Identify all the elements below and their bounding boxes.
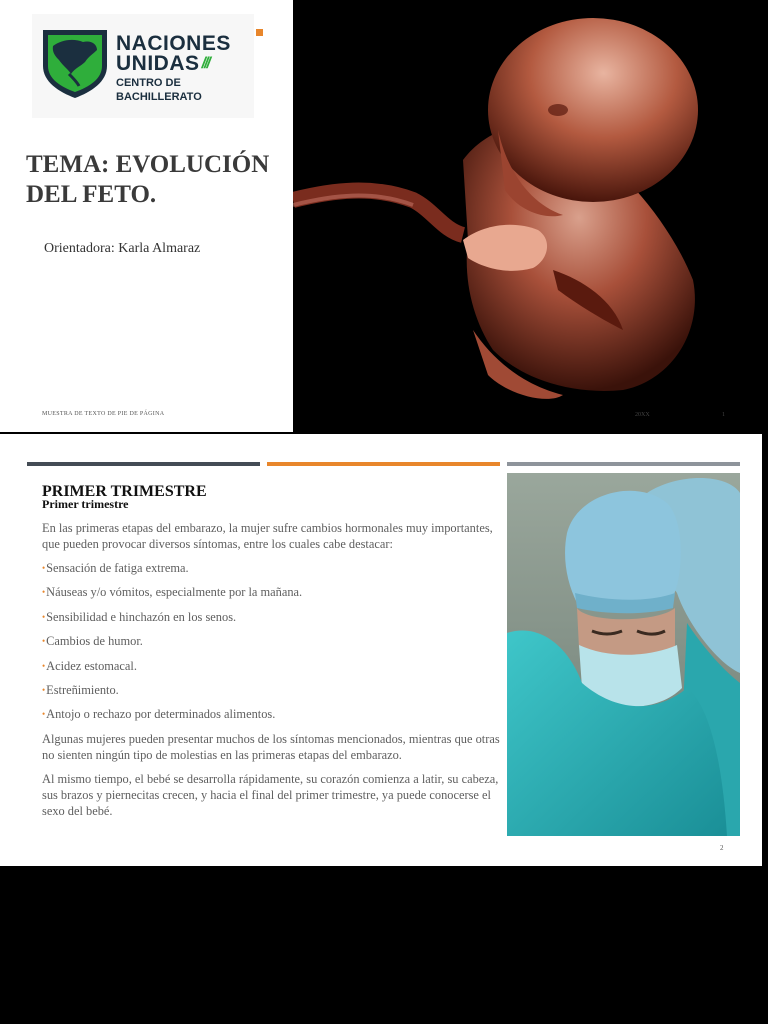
paragraph-2: Algunas mujeres pueden presentar muchos de los síntomas mencionados, mientras que otras no sienten ningún tipo de molestias en las primeras etapas del embarazo. [42, 731, 500, 762]
paragraph-3: Al mismo tiempo, el bebé se desarrolla rápidamente, su corazón comienza a latir, su cabeza, sus brazos y piernecitas crecen, y hacia el final del primer trimestre, ya puede conocerse el sexo del bebé. [42, 771, 499, 818]
list-item: •Cambios de humor. [42, 634, 143, 649]
accent-bar-orange [267, 462, 500, 466]
slide-title: PRIMER TRIMESTRE [42, 483, 207, 500]
logo-slashes-icon: /// [201, 55, 209, 72]
slide-title: TEMA: EVOLUCIÓN DEL FETO. [26, 151, 270, 208]
bullet-icon: • [42, 660, 46, 671]
bullet-icon: • [42, 611, 46, 622]
surgeons-photo [507, 473, 740, 836]
list-item: •Náuseas y/o vómitos, especialmente por la mañana. [42, 585, 303, 600]
orange-square-icon [256, 29, 263, 36]
logo-line-naciones: NACIONES [116, 32, 231, 55]
accent-bar-dark [27, 462, 260, 466]
intro-paragraph: En las primeras etapas del embarazo, la mujer sufre cambios hormonales muy importantes, que pueden provocar diversos síntomas, entre los cuales cabe destacar: [42, 521, 493, 551]
footer-date: 20XX [635, 412, 650, 418]
bullet-icon: • [42, 709, 46, 720]
list-item: •Acidez estomacal. [42, 658, 137, 673]
shield-map-icon [39, 26, 111, 100]
slide-1 [0, 0, 768, 432]
list-item: •Antojo o rechazo por determinados alimentos. [42, 707, 276, 722]
school-logo [32, 14, 254, 118]
logo-line-centro: CENTRO DE BACHILLERATO [116, 77, 202, 103]
slide-subtitle: Primer trimestre [42, 497, 129, 511]
slide-body [42, 520, 500, 827]
title-panel [0, 0, 293, 432]
list-item: •Sensibilidad e hinchazón en los senos. [42, 609, 237, 624]
footer-text: MUESTRA DE TEXTO DE PIE DE PÁGINA [42, 411, 165, 417]
page-number: 2 [720, 844, 724, 852]
list-item: •Sensación de fatiga extrema. [42, 561, 189, 575]
accent-bar-gray [507, 462, 740, 466]
bullet-icon: • [42, 684, 46, 695]
symptom-list [42, 560, 500, 722]
bullet-icon: • [42, 587, 46, 598]
fetus-image [293, 0, 768, 432]
bullet-icon: • [42, 563, 46, 573]
bullet-icon: • [42, 636, 46, 647]
slide-subtitle: Orientadora: Karla Almaraz [44, 241, 201, 256]
page-number: 1 [722, 412, 725, 418]
list-item: •Estreñimiento. [42, 682, 119, 697]
logo-line-unidas: UNIDAS [116, 52, 200, 75]
slide-2 [0, 434, 762, 866]
